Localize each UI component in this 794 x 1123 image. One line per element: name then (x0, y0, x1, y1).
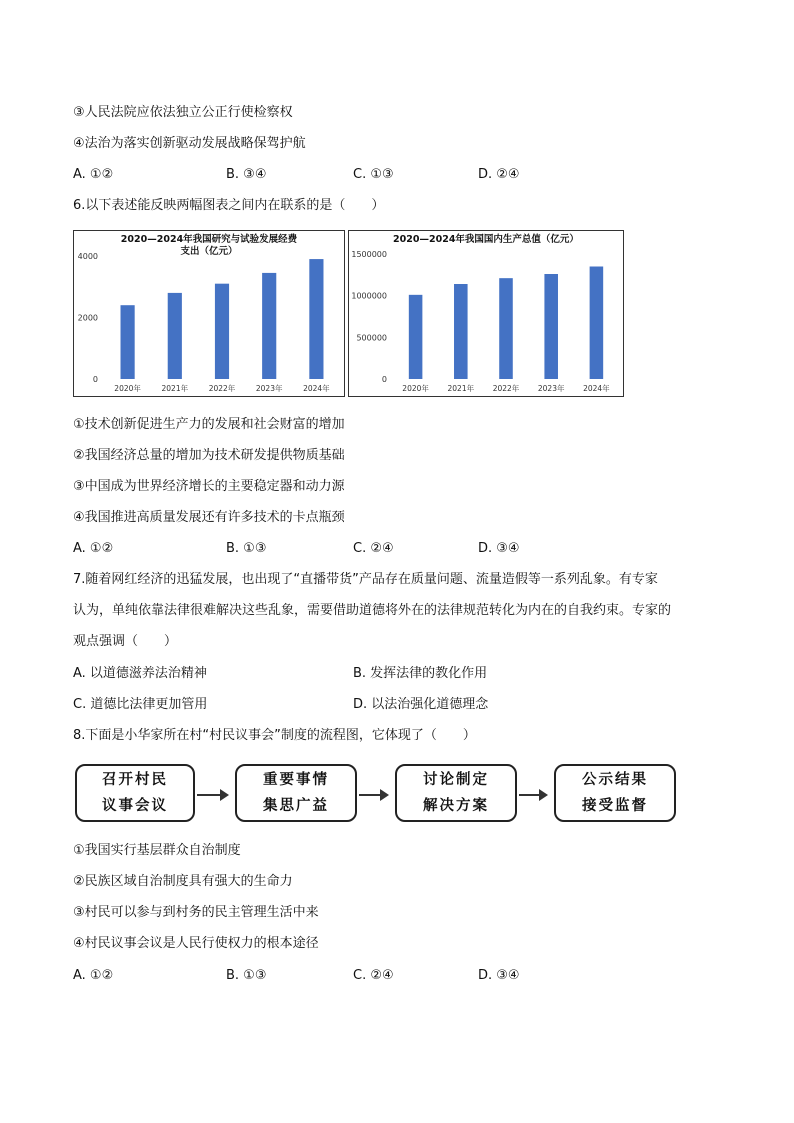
q7-stem-line-1: 7.随着网红经济的迅猛发展，也出现了“直播带货”产品存在质量问题、流量造假等一系列乱象。有专家 (73, 572, 658, 587)
q8-stem: 8.下面是小华家所在村“村民议事会”制度的流程图，它体现了（ ） (73, 728, 476, 743)
x-tick-label: 2022年 (208, 384, 236, 393)
q7-option-a[interactable]: A. 以道德滋养法治精神 (73, 666, 207, 681)
x-tick-label: 2023年 (255, 384, 283, 393)
bar (544, 274, 558, 379)
bar (454, 284, 468, 379)
bar (168, 293, 182, 379)
flow-step-2: 重要事情 集思广益 (235, 764, 357, 822)
q8-statement-2: ②民族区域自治制度具有强大的生命力 (73, 874, 293, 889)
x-tick-label: 2024年 (303, 384, 330, 393)
flow-step-3: 讨论制定 解决方案 (395, 764, 517, 822)
q8-statement-1: ①我国实行基层群众自治制度 (73, 843, 241, 858)
x-tick-label: 2020年 (402, 384, 429, 393)
bar (262, 273, 276, 379)
y-tick-label: 4000 (77, 252, 98, 261)
q7-stem-line-3: 观点强调（ ） (73, 634, 178, 649)
flow-arrow-2 (359, 794, 387, 796)
q8-statement-3: ③村民可以参与到村务的民主管理生活中来 (73, 905, 319, 920)
x-tick-label: 2022年 (492, 384, 520, 393)
chart-gdp (348, 230, 624, 397)
chart-gdp-svg (349, 231, 623, 396)
q5-option-c[interactable]: C. ①③ (353, 167, 394, 182)
flow-arrow-3 (519, 794, 546, 796)
q6-option-a[interactable]: A. ①② (73, 541, 114, 556)
bar (409, 295, 423, 379)
bar (499, 278, 513, 379)
flow-arrow-1 (197, 794, 227, 796)
q8-option-d[interactable]: D. ③④ (478, 968, 520, 983)
q5-option-d[interactable]: D. ②④ (478, 167, 520, 182)
q6-statement-3: ③中国成为世界经济增长的主要稳定器和动力源 (73, 479, 345, 494)
y-tick-label: 500000 (356, 333, 387, 343)
q7-option-d[interactable]: D. 以法治强化道德理念 (353, 697, 489, 712)
chart-title-line: 2020—2024年我国国内生产总值（亿元） (393, 234, 579, 245)
x-tick-label: 2024年 (583, 384, 610, 393)
x-tick-label: 2021年 (161, 384, 189, 393)
bar (309, 259, 323, 379)
chart-rd-expenditure (73, 230, 345, 397)
chart-rd-svg (74, 231, 344, 396)
y-tick-label: 1000000 (351, 291, 387, 301)
x-tick-label: 2020年 (114, 384, 141, 393)
q6-stem: 6.以下表述能反映两幅图表之间内在联系的是（ ） (73, 198, 385, 213)
q8-option-a[interactable]: A. ①② (73, 968, 114, 983)
q8-statement-4: ④村民议事会议是人民行使权力的根本途径 (73, 936, 319, 951)
q6-option-d[interactable]: D. ③④ (478, 541, 520, 556)
chart-title-line: 支出（亿元） (180, 246, 238, 257)
q7-stem-line-2: 认为，单纯依靠法律很难解决这些乱象，需要借助道德将外在的法律规范转化为内在的自我约束。专家的 (73, 603, 672, 618)
q6-option-c[interactable]: C. ②④ (353, 541, 394, 556)
q5-statement-4: ④法治为落实创新驱动发展战略保驾护航 (73, 136, 306, 151)
x-tick-label: 2023年 (537, 384, 565, 393)
chart-title-line: 2020—2024年我国研究与试验发展经费 (120, 234, 298, 245)
y-tick-label: 1500000 (351, 250, 387, 259)
x-tick-label: 2021年 (447, 384, 475, 393)
y-tick-label: 2000 (77, 313, 98, 323)
q8-option-c[interactable]: C. ②④ (353, 968, 394, 983)
flow-step-1: 召开村民 议事会议 (75, 764, 195, 822)
q8-option-b[interactable]: B. ①③ (226, 968, 267, 983)
q5-statement-3: ③人民法院应依法独立公正行使检察权 (73, 105, 293, 120)
bar (121, 305, 135, 379)
q5-option-a[interactable]: A. ①② (73, 167, 114, 182)
y-tick-label: 0 (381, 375, 387, 384)
q6-statement-2: ②我国经济总量的增加为技术研发提供物质基础 (73, 448, 345, 463)
bar (590, 267, 604, 380)
q7-option-c[interactable]: C. 道德比法律更加管用 (73, 697, 208, 712)
bar (215, 284, 229, 379)
flow-step-4: 公示结果 接受监督 (554, 764, 676, 822)
q6-option-b[interactable]: B. ①③ (226, 541, 267, 556)
q6-statement-1: ①技术创新促进生产力的发展和社会财富的增加 (73, 417, 345, 432)
q7-option-b[interactable]: B. 发挥法律的教化作用 (353, 666, 488, 681)
q6-statement-4: ④我国推进高质量发展还有许多技术的卡点瓶颈 (73, 510, 345, 525)
y-tick-label: 0 (92, 375, 98, 384)
q5-option-b[interactable]: B. ③④ (226, 167, 267, 182)
